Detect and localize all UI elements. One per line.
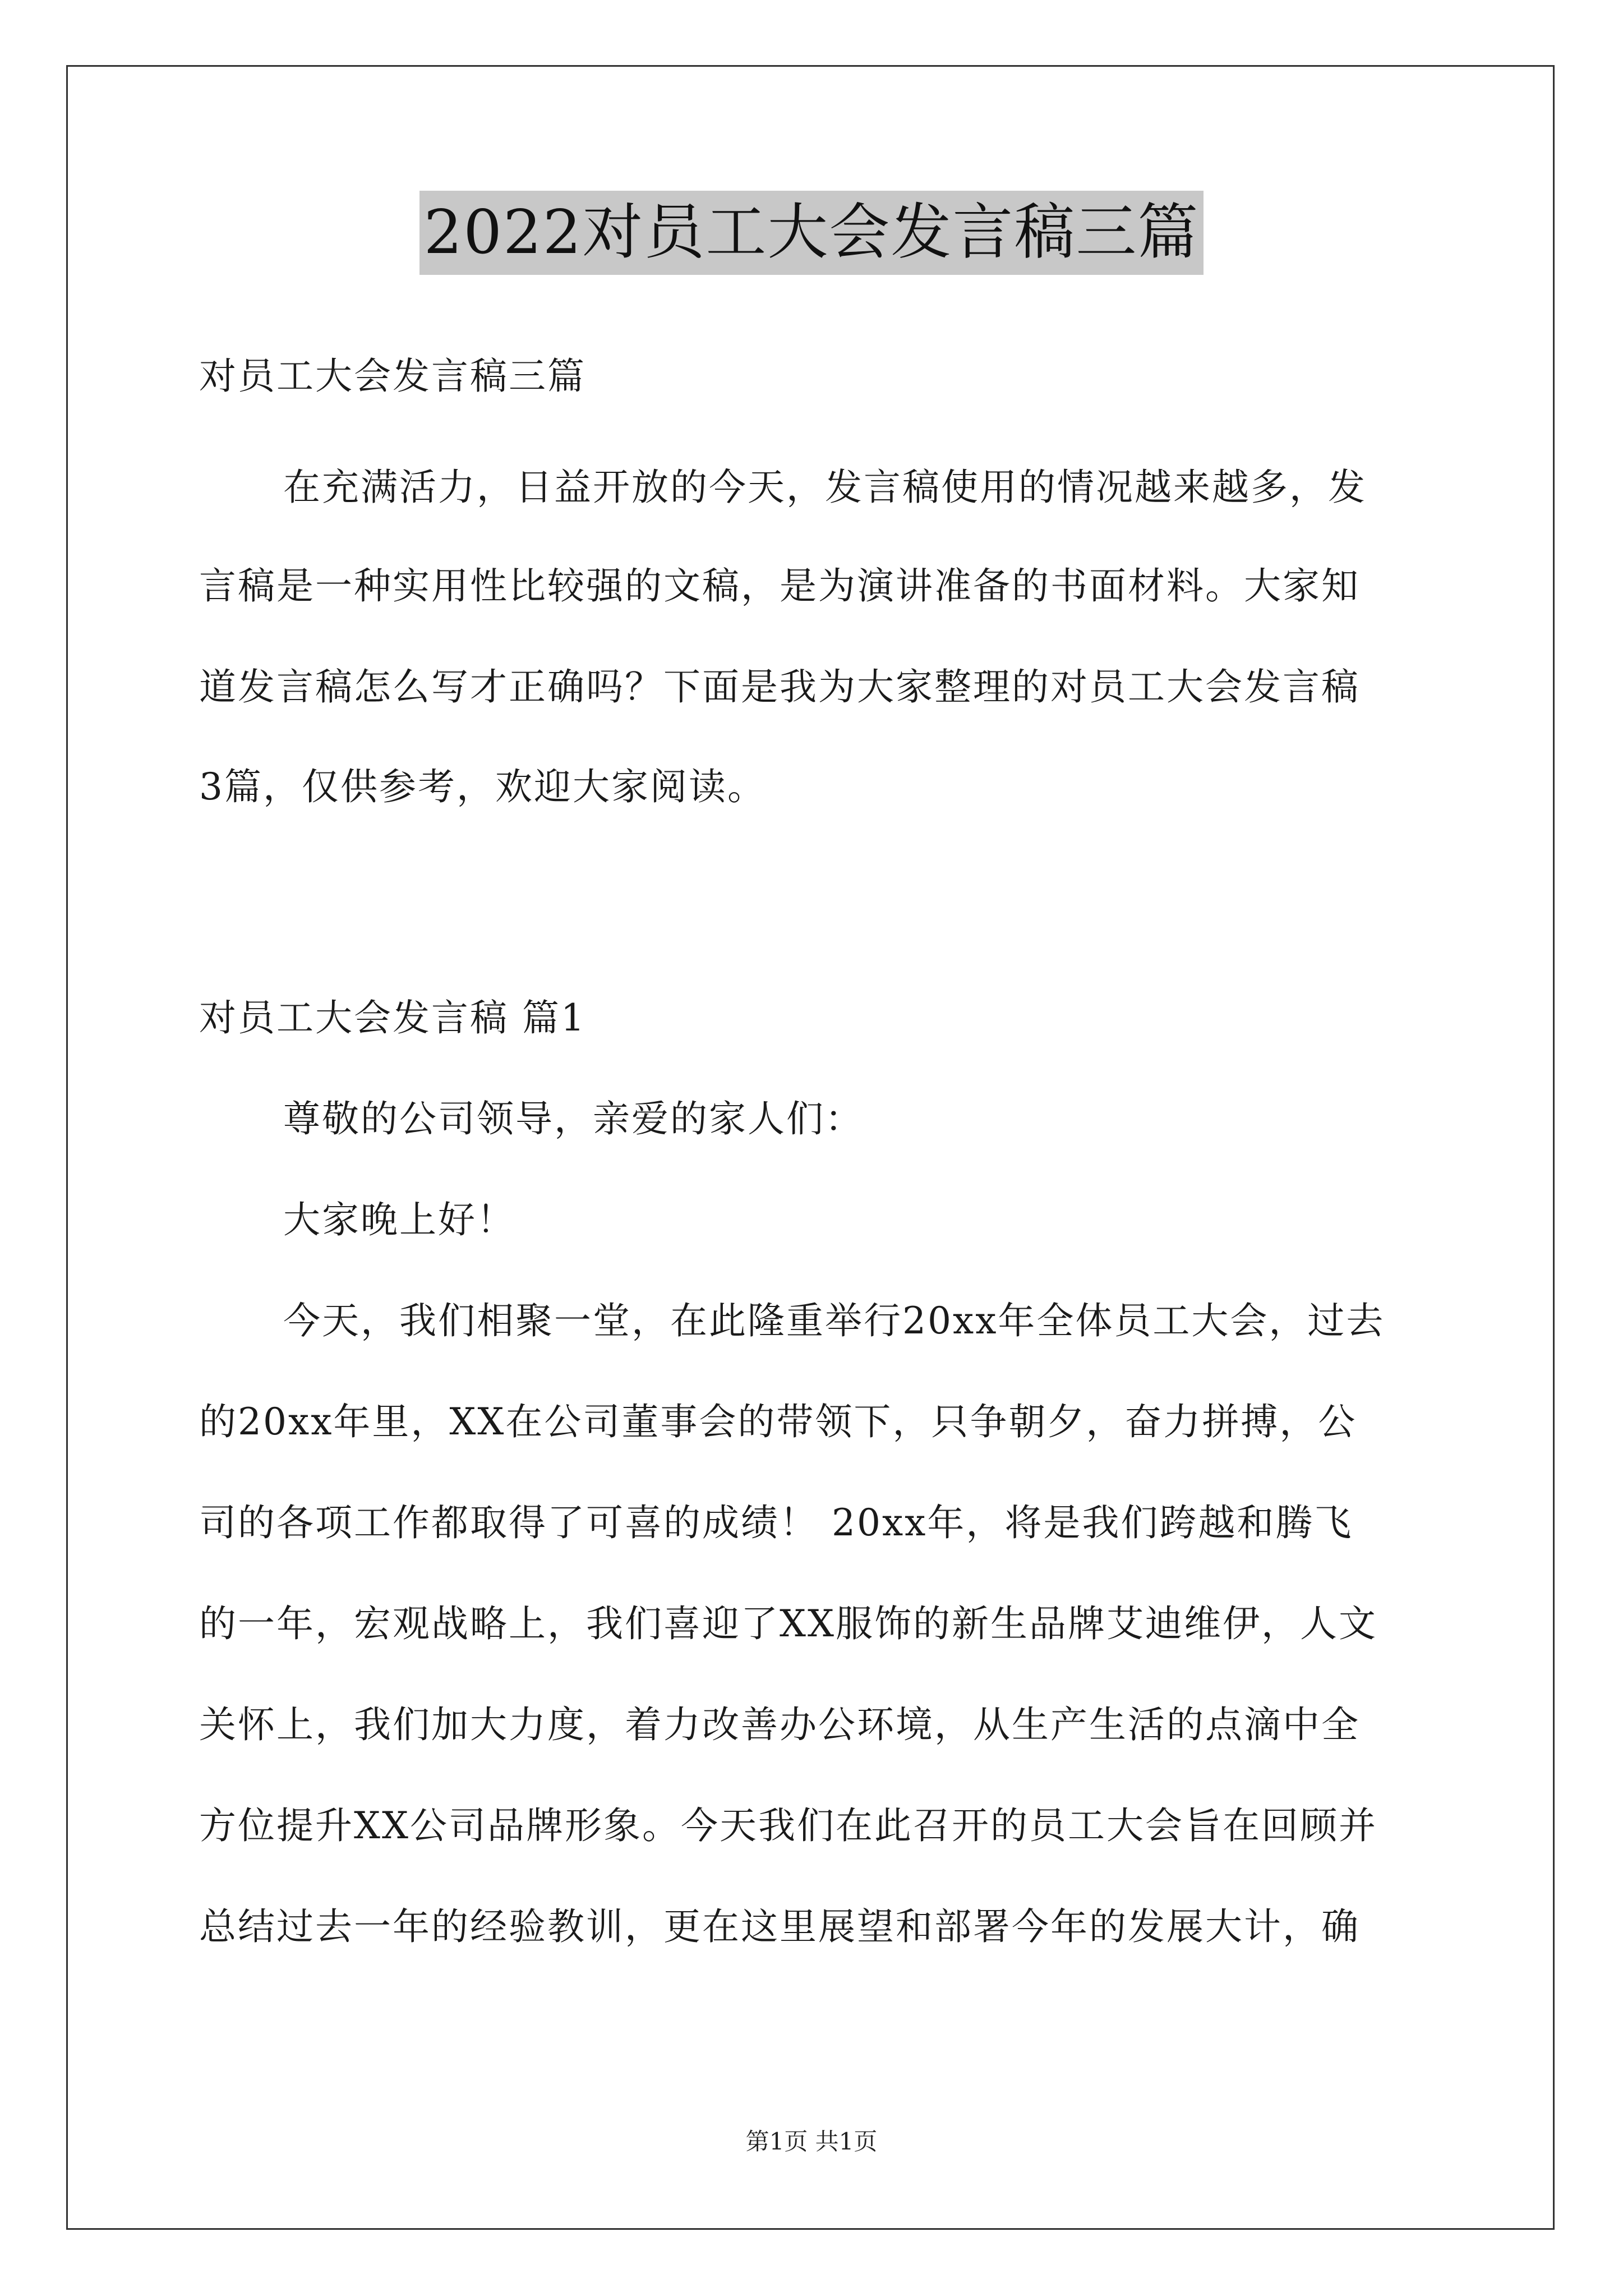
body-line-2: 的20xx年里，XX在公司董事会的带领下，只争朝夕，奋力拼搏，公 bbox=[199, 1400, 1357, 1443]
greeting-line: 大家晚上好！ bbox=[283, 1198, 515, 1241]
page-footer: 第1页 共1页 bbox=[745, 2128, 878, 2155]
subtitle-line: 对员工大会发言稿三篇 bbox=[199, 355, 586, 398]
document-title: 2022对员工大会发言稿三篇 bbox=[419, 191, 1204, 275]
intro-line-2: 言稿是一种实用性比较强的文稿，是为演讲准备的书面材料。大家知 bbox=[199, 564, 1360, 608]
intro-line-3: 道发言稿怎么写才正确吗？下面是我为大家整理的对员工大会发言稿 bbox=[199, 665, 1360, 708]
body-line-6: 方位提升XX公司品牌形象。今天我们在此召开的员工大会旨在回顾并 bbox=[199, 1804, 1377, 1847]
salutation-line: 尊敬的公司领导，亲爱的家人们： bbox=[283, 1097, 864, 1140]
intro-line-1: 在充满活力，日益开放的今天，发言稿使用的情况越来越多，发 bbox=[283, 466, 1367, 509]
intro-line-4: 3篇，仅供参考，欢迎大家阅读。 bbox=[199, 765, 766, 808]
body-line-3: 司的各项工作都取得了可喜的成绩！ 20xx年，将是我们跨越和腾飞 bbox=[199, 1501, 1353, 1544]
body-line-5: 关怀上，我们加大力度，着力改善办公环境，从生产生活的点滴中全 bbox=[199, 1703, 1360, 1746]
body-line-7: 总结过去一年的经验教训，更在这里展望和部署今年的发展大计，确 bbox=[199, 1905, 1360, 1948]
section-heading: 对员工大会发言稿 篇1 bbox=[199, 996, 586, 1039]
body-line-4: 的一年，宏观战略上，我们喜迎了XX服饰的新生品牌艾迪维伊，人文 bbox=[199, 1602, 1377, 1645]
body-line-1: 今天，我们相聚一堂，在此隆重举行20xx年全体员工大会，过去 bbox=[283, 1299, 1385, 1342]
title-container bbox=[0, 191, 1623, 275]
